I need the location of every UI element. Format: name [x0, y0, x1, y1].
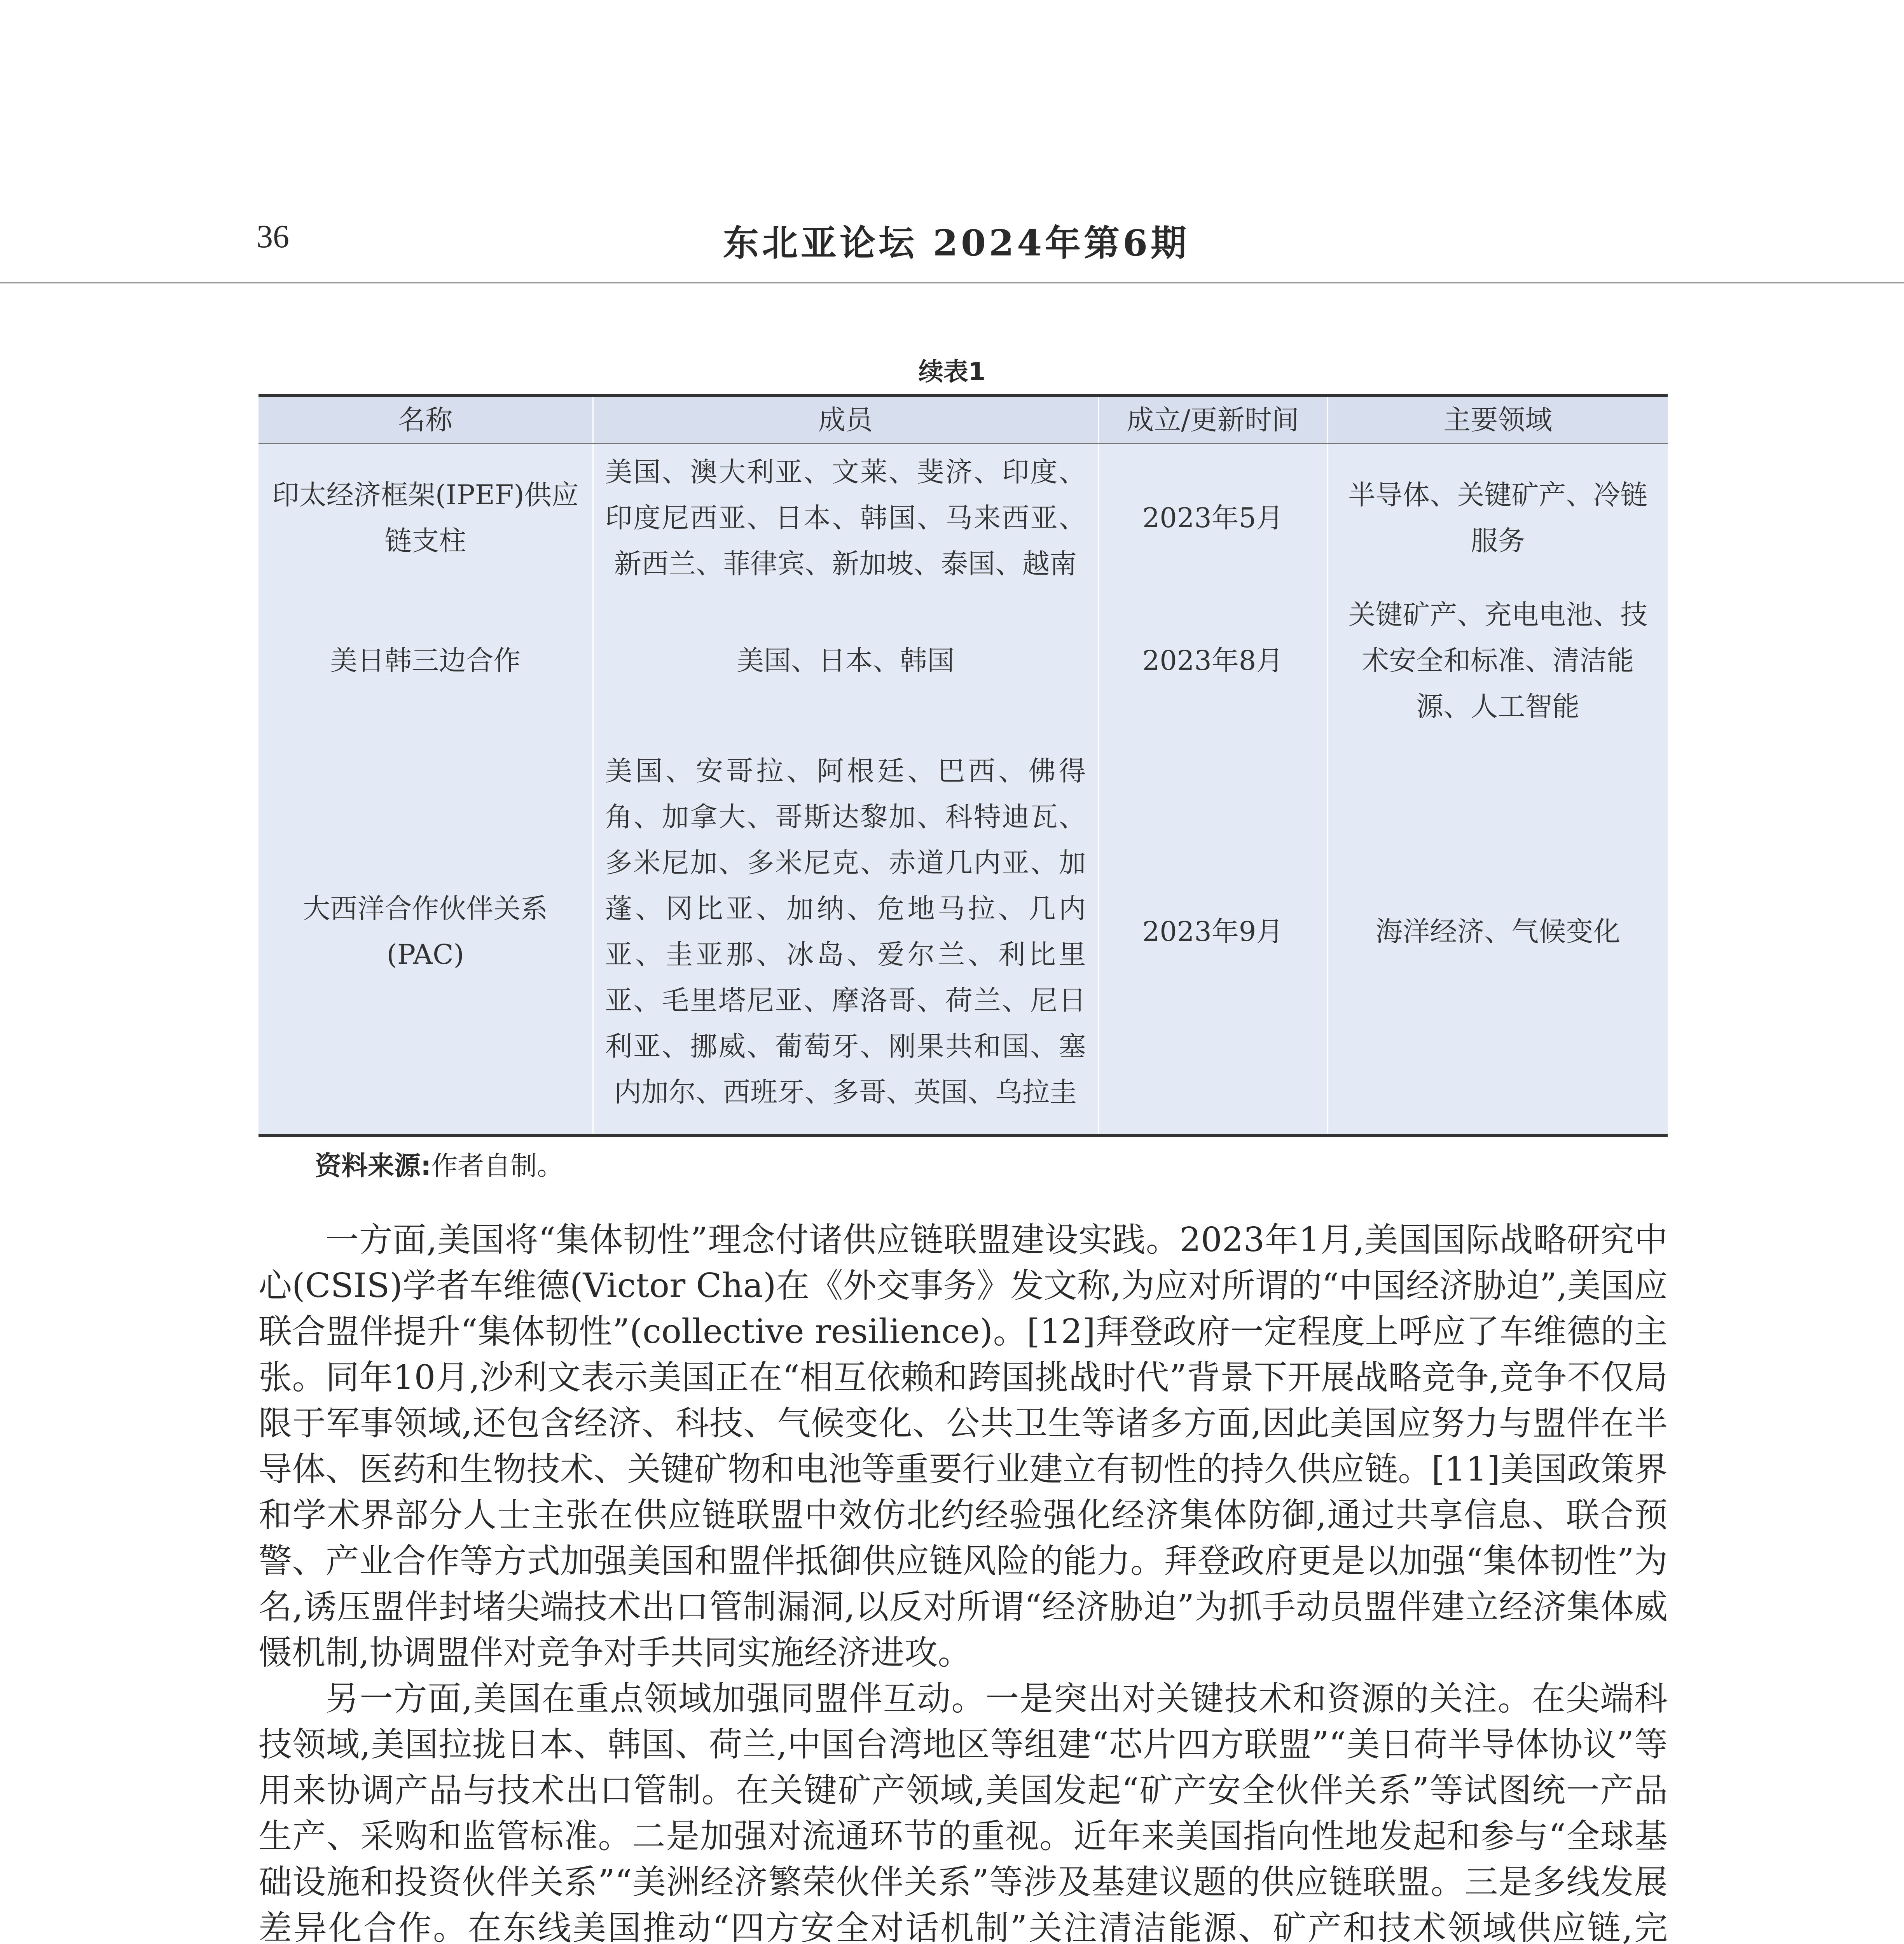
- page-header: [0, 0, 1904, 284]
- table-row: [259, 729, 1668, 1135]
- header-rule: [0, 282, 1904, 283]
- cell-date: 2023年8月: [1098, 592, 1328, 729]
- paragraph: 另一方面,美国在重点领域加强同盟伴互动。一是突出对关键技术和资源的关注。在尖端科技领域,美国拉拢日本、韩国、荷兰,中国台湾地区等组建“芯片四方联盟”“美日荷半导体协议”等用来协调产品与技术出口管制。在关键矿产领域,美国发起“矿产安全伙伴关系”等试图统一产品生产、采购和监管标准。二是加强对流通环节的重视。近年来美国指向性地发起和参与“全球基础设施和投资伙伴关系”“美洲经济繁荣伙伴关系”等涉及基建议题的供应链联盟。三是多线发展差异化合作。在东线美国推动“四方安全对话机制”关注清洁能源、矿产和技术领域供应链,完: [259, 1679, 1668, 1944]
- cell-date: 2023年5月: [1098, 444, 1328, 592]
- table-row: [259, 592, 1668, 729]
- table-caption: 续表1: [918, 358, 986, 386]
- cell-name: 大西洋合作伙伴关系(PAC): [259, 729, 593, 1135]
- cell-fields: 海洋经济、气候变化: [1328, 729, 1668, 1135]
- alliance-table: [259, 394, 1668, 1137]
- column-header-date: 成立/更新时间: [1098, 395, 1328, 444]
- cell-date: 2023年9月: [1098, 729, 1328, 1135]
- cell-name: 印太经济框架(IPEF)供应链支柱: [272, 479, 579, 557]
- column-header-name: 名称: [259, 395, 593, 444]
- cell-members: 美国、澳大利亚、文莱、斐济、印度、印度尼西亚、日本、韩国、马来西亚、新西兰、菲律宾、新加坡、泰国、越南: [593, 444, 1098, 592]
- cell-fields: 关键矿产、充电电池、技术安全和标准、清洁能源、人工智能: [1328, 592, 1668, 729]
- column-header-fields: 主要领域: [1328, 395, 1668, 444]
- cell-fields: 半导体、关键矿产、冷链服务: [1328, 444, 1668, 592]
- table-row: [259, 444, 1668, 592]
- table-header-row: [259, 395, 1668, 444]
- cell-members: 美国、日本、韩国: [593, 592, 1098, 729]
- paragraph: 一方面,美国将“集体韧性”理念付诸供应链联盟建设实践。2023年1月,美国国际战略研究中心(CSIS)学者车维德(Victor Cha)在《外交事务》发文称,为应对所谓的“中国经济胁迫”,美国应联合盟伴提升“集体韧性”(collective resilience)。[12]拜登政府一定程度上呼应了车维德的主张。同年10月,沙利文表示美国正在“相互依赖和跨国挑战时代”背景下开展战略竞争,竞争不仅局限于军事领域,还包含经济、科技、气候变化、公共卫生等诸多方面,因此美国应努力与盟伴在半导体、医药和生物技术、关键矿物和电池等重要行业建立有韧性的持久供应链。[11]美国政策界和学术界部分人士主张在供应链联盟中效仿北约经验强化经济集体防御,通过共享信息、联合预警、产业合作等方式加强美国和盟伴抵御供应链风险的能力。拜登政府更是以加强“集体韧性”为名,诱压盟伴封堵尖端技术出口管制漏洞,以反对所谓“经济胁迫”为抓手动员盟伴建立经济集体威慑机制,协调盟伴对竞争对手共同实施经济进攻。: [259, 1220, 1668, 1672]
- running-title: 东北亚论坛 2024年第6期: [723, 222, 1190, 264]
- body-text: [259, 1217, 1668, 1944]
- cell-name: 美日韩三边合作: [330, 645, 521, 677]
- table-source-note: [315, 1145, 563, 1183]
- page-number: 36: [257, 219, 289, 255]
- cell-members: 美国、安哥拉、阿根廷、巴西、佛得角、加拿大、哥斯达黎加、科特迪瓦、多米尼加、多米尼克、赤道几内亚、加蓬、冈比亚、加纳、危地马拉、几内亚、圭亚那、冰岛、爱尔兰、利比里亚、毛里塔尼亚、摩洛哥、荷兰、尼日利亚、挪威、葡萄牙、刚果共和国、塞内加尔、西班牙、多哥、英国、乌拉圭: [593, 729, 1098, 1135]
- source-label: 资料来源:: [315, 1151, 431, 1182]
- column-header-members: 成员: [593, 395, 1098, 444]
- source-text: 作者自制。: [431, 1151, 564, 1182]
